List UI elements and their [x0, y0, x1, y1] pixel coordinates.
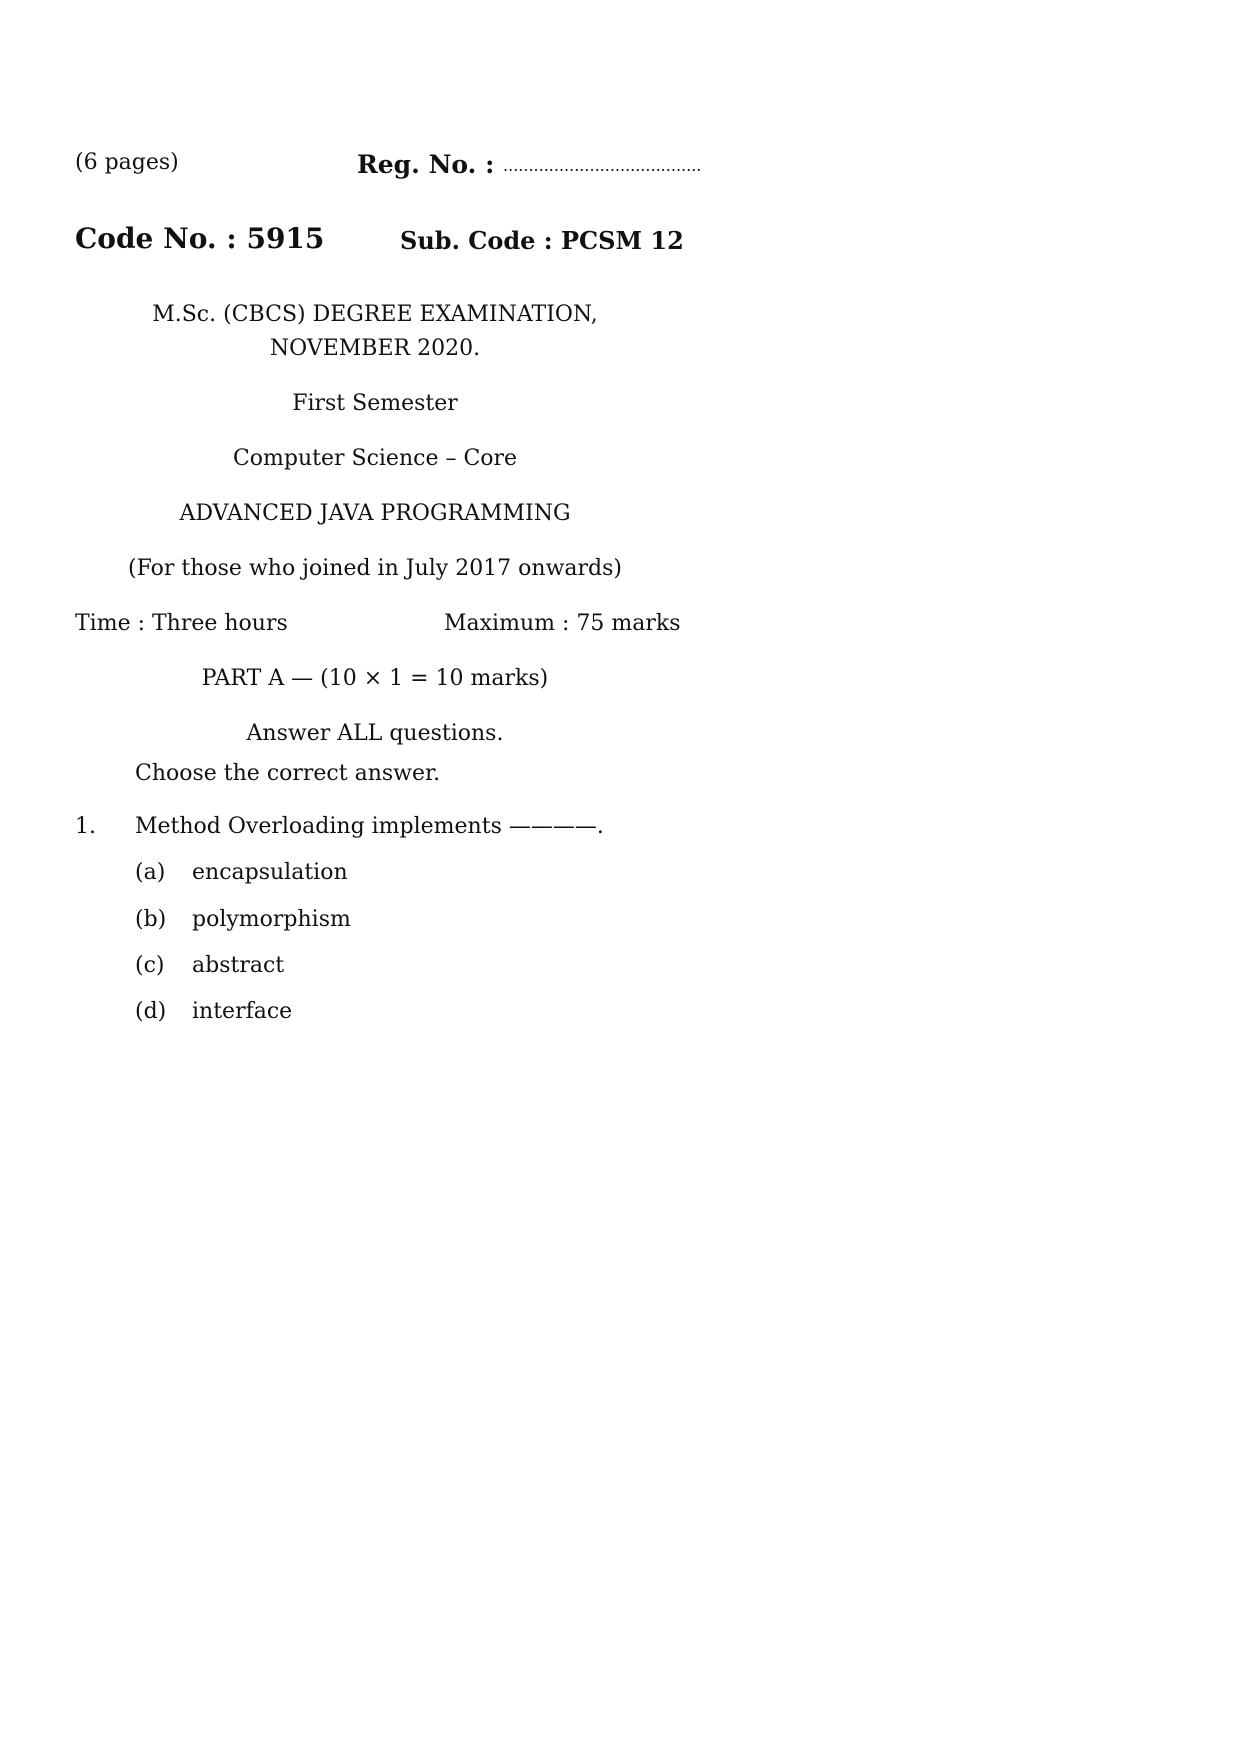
option-label: (b) [135, 907, 167, 932]
exam-duration: Time : Three hours [75, 611, 288, 636]
page-count: (6 pages) [75, 150, 179, 175]
maximum-marks: Maximum : 75 marks [444, 611, 681, 636]
part-a-title: PART A — (10 × 1 = 10 marks) [201, 666, 549, 691]
option-label: (d) [135, 999, 167, 1024]
code-number: Code No. : 5915 [75, 222, 325, 255]
question-number: 1. [75, 814, 96, 839]
option-label: (c) [135, 953, 165, 978]
instruction-choose-correct: Choose the correct answer. [135, 761, 441, 786]
subject-title: ADVANCED JAVA PROGRAMMING [179, 501, 571, 526]
instruction-answer-all: Answer ALL questions. [246, 721, 504, 746]
option-text: polymorphism [192, 907, 351, 932]
eligibility-note: (For those who joined in July 2017 onwards) [127, 556, 623, 581]
reg-no-dots: ....................................... [503, 156, 702, 175]
option-label: (a) [135, 860, 166, 885]
reg-no-label: Reg. No. : [357, 150, 495, 179]
degree-title-line2: NOVEMBER 2020. [269, 336, 481, 361]
degree-title-line1: M.Sc. (CBCS) DEGREE EXAMINATION, [152, 302, 598, 327]
reg-no [357, 150, 701, 179]
option-text: abstract [192, 953, 285, 978]
option-text: encapsulation [192, 860, 348, 885]
department: Computer Science – Core [232, 446, 518, 471]
option-text: interface [192, 999, 293, 1024]
question-text: Method Overloading implements ————. [135, 814, 604, 839]
semester: First Semester [292, 391, 458, 416]
sub-code: Sub. Code : PCSM 12 [400, 226, 684, 255]
